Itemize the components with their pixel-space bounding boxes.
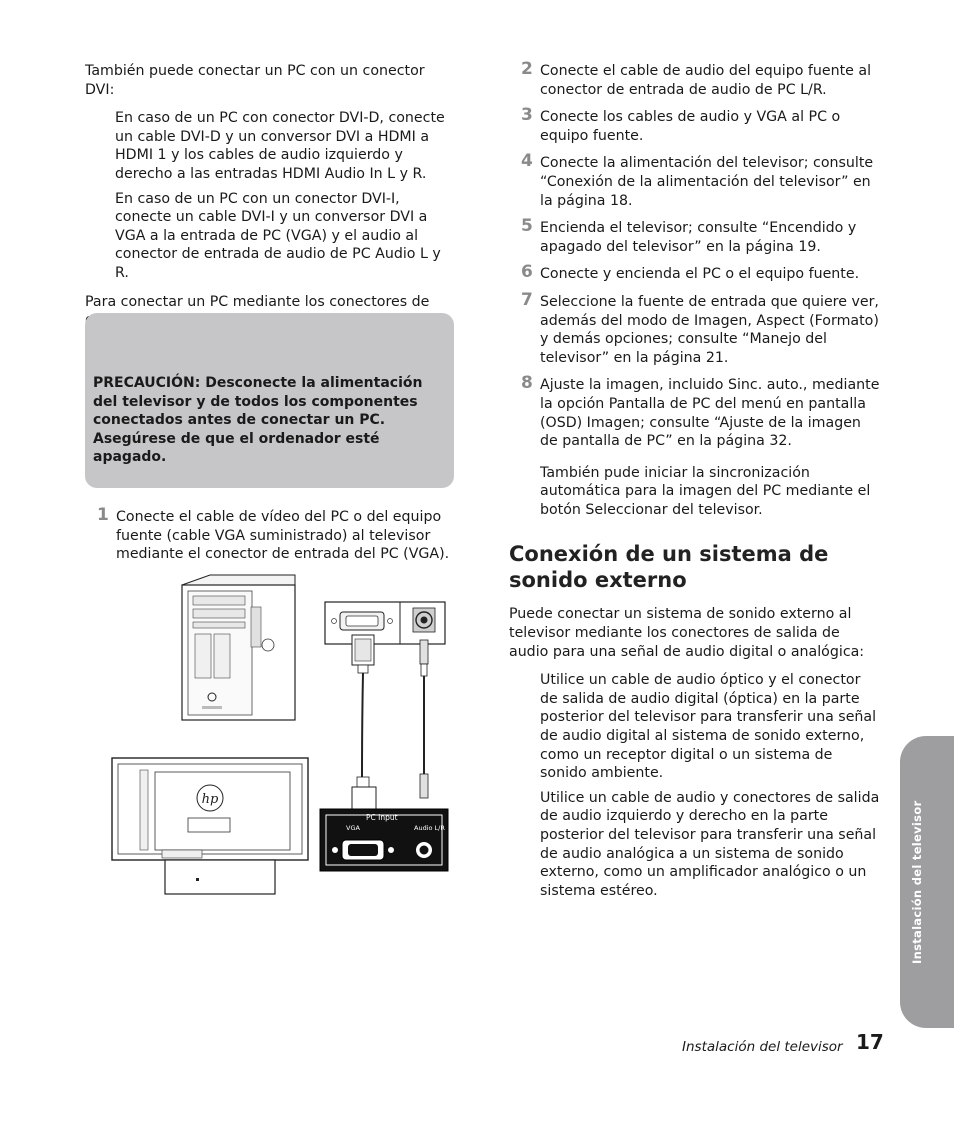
dvi-i-paragraph: En caso de un PC con un conector DVI-I, conecte un cable DVI-I y un conversor DVI a VGA a la entrada de PC (VGA) y el audio al conector de entrada de audio de PC Audio L y R. — [115, 190, 441, 281]
side-tab-label: Instalación del televisor — [910, 800, 924, 964]
caution-box — [85, 313, 454, 488]
left-column — [85, 62, 457, 330]
pc-connector-panel — [325, 602, 445, 644]
step-number: 1 — [97, 505, 109, 525]
step-7 — [509, 289, 881, 367]
step-text: Encienda el televisor; consulte “Encendido y apagado del televisor” en la página 19. — [540, 220, 857, 255]
step-5 — [509, 216, 881, 256]
cables — [352, 635, 428, 813]
right-column — [509, 59, 881, 900]
step-number: 3 — [521, 105, 533, 126]
step-8 — [509, 373, 881, 450]
dvi-d-paragraph: En caso de un PC con conector DVI-D, conecte un cable DVI-D y un conversor DVI a HDMI a HDMI 1 y los cables de audio izquierdo y derecho a las entradas HDMI Audio In L y R. — [115, 110, 445, 182]
footer-section-title: Instalación del televisor — [682, 1039, 843, 1055]
step-number: 4 — [521, 151, 533, 172]
step-text: Conecte el cable de audio del equipo fuente al conector de entrada de audio de PC L/R. — [540, 63, 872, 98]
analog-paragraph: Utilice un cable de audio y conectores de salida de audio izquierdo y derecho en la parte posterior del televisor para transferir una señal de audio analógica a un sistema de sonido externo, como un amplificador analógico o un sistema estéreo. — [540, 789, 880, 899]
pc-tower-illustration — [182, 575, 295, 720]
step-text: Conecte el cable de vídeo del PC o del equipo fuente (cable VGA suministrado) al televisor mediante el conector de entrada del PC (VGA). — [116, 509, 450, 563]
step-number: 2 — [521, 59, 533, 79]
step-1 — [85, 505, 457, 573]
sync-note: También pude iniciar la sincronización automática para la imagen del PC mediante el botón Seleccionar del televisor. — [540, 464, 871, 518]
step-text: Conecte la alimentación del televisor; consulte “Conexión de la alimentación del televisor” en la página 18. — [540, 155, 874, 209]
step-number: 7 — [521, 289, 533, 310]
step-number: 8 — [521, 373, 533, 394]
step-4 — [509, 151, 881, 210]
caution-text: PRECAUCIÓN: Desconecte la alimentación del televisor y de todos los componentes conectados antes de conectar un PC. Asegúrese de que el ordenador esté apagado. — [93, 375, 423, 466]
step-6 — [509, 262, 881, 284]
section-heading: Conexión de un sistema de sonido externo — [509, 542, 829, 593]
step-number: 5 — [521, 216, 533, 237]
step-text: Ajuste la imagen, incluido Sinc. auto., mediante la opción Pantalla de PC del menú en pantalla (OSD) Imagen; consulte “Ajuste de la imagen de pantalla de PC” en la página 32. — [540, 377, 880, 450]
step-text: Seleccione la fuente de entrada que quiere ver, además del modo de Imagen, Aspect (Formato) y demás opciones; consulte “Manejo del televisor” en la página 21. — [540, 293, 879, 366]
optical-paragraph: Utilice un cable de audio óptico y el conector de salida de audio digital (óptica) en la parte posterior del televisor para transferir una señal de audio digital al sistema de sonido externo, como un receptor digital o un sistema de sonido ambiente. — [540, 672, 877, 782]
step-3 — [509, 105, 881, 145]
sound-intro: Puede conectar un sistema de sonido externo al televisor mediante los conectores de salida de audio para una señal de audio digital o analógica: — [509, 606, 865, 660]
dvi-intro: También puede conectar un PC con un conector DVI: — [85, 63, 425, 98]
step-text: Conecte los cables de audio y VGA al PC o equipo fuente. — [540, 109, 841, 144]
chapter-side-tab — [900, 736, 954, 1028]
tv-back-illustration — [112, 758, 308, 894]
panel-title: PC Input — [366, 813, 398, 822]
step-text: Conecte y encienda el PC o el equipo fuente. — [540, 266, 860, 283]
vga-label: VGA — [346, 824, 360, 832]
step-2 — [509, 59, 881, 99]
tv-pc-input-panel — [320, 809, 448, 871]
connection-diagram — [110, 572, 450, 897]
hp-logo: hp — [201, 792, 219, 807]
page-number: 17 — [856, 1030, 884, 1054]
step-number: 6 — [521, 262, 533, 283]
audio-label: Audio L/R — [414, 824, 445, 832]
pc-intro: Para conectar un PC mediante los conectores de — [85, 293, 430, 310]
